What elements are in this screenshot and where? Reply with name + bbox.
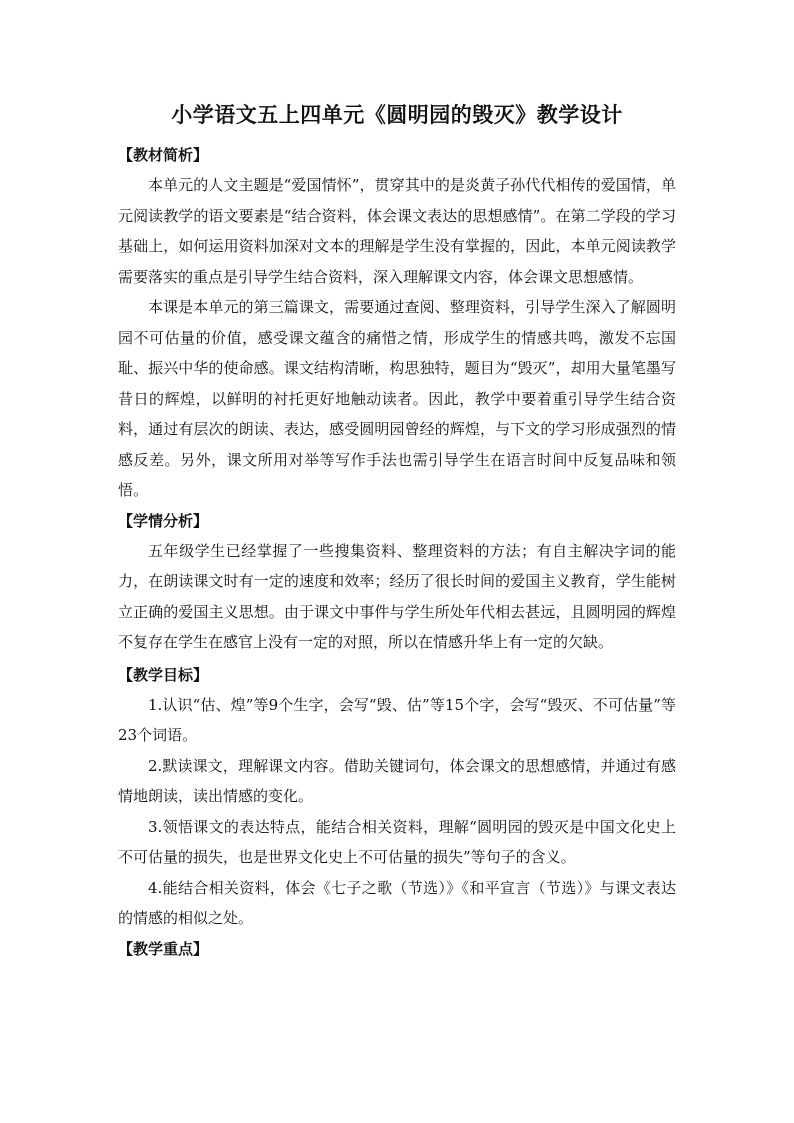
section-heading-textbook-analysis: 【教材简析】	[118, 146, 209, 164]
document-title: 小学语文五上四单元《圆明园的毁灭》教学设计	[171, 102, 623, 127]
paragraph: 本课是本单元的第三篇课文，需要通过查阅、整理资料，引导学生深入了解圆明园不可估量的价值，感受课文蕴含的痛惜之情，形成学生的情感共鸣，激发不忘国耻、振兴中华的使命感。课文结构清晰，构思独特，题目为“毁灭”，却用大量笔墨写昔日的辉煌，以鲜明的衬托更好地触动读者。因此，教学中要着重引导学生结合资料，通过有层次的朗读、表达，感受圆明园曾经的辉煌，与下文的学习形成强烈的情感反差。另外，课文所用对举等写作手法也需引导学生在语言时间中反复品味和领悟。	[118, 298, 676, 499]
section-heading-teaching-goals: 【教学目标】	[118, 665, 209, 684]
section-heading-student-analysis: 【学情分析】	[118, 511, 209, 530]
goal-item: 2.默读课文，理解课文内容。借助关键词句，体会课文的思想感情，并通过有感情地朗读，读出情感的变化。	[118, 756, 676, 805]
goal-item: 3.领悟课文的表达特点，能结合相关资料，理解“圆明园的毁灭是中国文化史上不可估量的损失，也是世界文化史上不可估量的损失”等句子的含义。	[118, 817, 676, 866]
paragraph: 五年级学生已经掌握了一些搜集资料、整理资料的方法；有自主解决字词的能力，在朗读课文时有一定的速度和效率；经历了很长时间的爱国主义教育，学生能树立正确的爱国主义思想。由于课文中事件与学生所处年代相去甚远，且圆明园的辉煌不复存在学生在感官上没有一定的对照，所以在情感升华上有一定的欠缺。	[118, 541, 676, 651]
goal-item: 1.认识“估、煌”等9个生字，会写“毁、估”等15个字，会写“毁灭、不可估量”等23个词语。	[118, 695, 676, 744]
goal-item: 4.能结合相关资料，体会《七子之歌（节选）》《和平宣言（节选）》与课文表达的情感的相似之处。	[118, 878, 676, 927]
paragraph: 本单元的人文主题是“爱国情怀”，贯穿其中的是炎黄子孙代代相传的爱国情，单元阅读教学的语文要素是“结合资料，体会课文表达的思想感情”。在第二学段的学习基础上，如何运用资料加深对文本的理解是学生没有掌握的，因此，本单元阅读教学需要落实的重点是引导学生结合资料，深入理解课文内容，体会课文思想感情。	[118, 176, 676, 286]
section-heading-teaching-focus: 【教学重点】	[118, 939, 209, 958]
document-page	[118, 98, 676, 964]
